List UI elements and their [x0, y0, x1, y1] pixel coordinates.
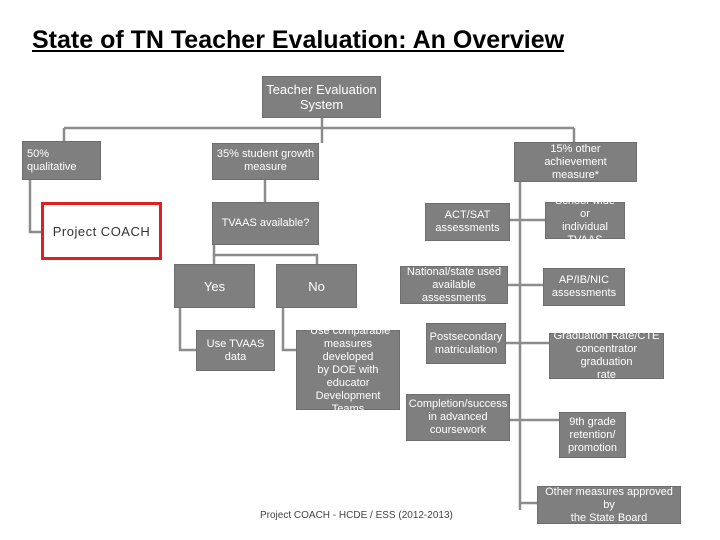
node-other-achievement: 15% other achievement measure*: [514, 142, 637, 182]
node-comparable-measures: *Use comparable measures developed by DOE with educator Development Teams: [296, 330, 400, 410]
node-ninth-grade: 9th grade retention/ promotion: [559, 412, 626, 458]
node-postsecondary: Postsecondary matriculation: [426, 323, 506, 364]
node-student-growth: 35% student growth measure: [212, 143, 319, 180]
connector-comparable: [283, 308, 296, 350]
node-graduation-rate: Graduation Rate/CTE concentrator graduation rate: [549, 333, 664, 379]
node-project-coach: Project COACH: [41, 202, 162, 260]
node-tvaas-available: TVAAS available?: [212, 202, 319, 245]
connector-use-tvaas: [180, 308, 196, 350]
node-qualitative: 50% qualitative: [22, 141, 101, 180]
page-title: State of TN Teacher Evaluation: An Overview: [32, 26, 565, 54]
connector-tvaas-bus: [214, 245, 317, 264]
footer-credit: Project COACH - HCDE / ESS (2012-2013): [260, 510, 453, 521]
node-national-state: National/state used available assessments: [400, 266, 508, 304]
node-teacher-evaluation-system: Teacher Evaluation System: [262, 76, 381, 118]
node-school-wide-tvaas: School-wide or individual TVAAS: [545, 202, 625, 239]
node-other-measures-board: Other measures approved by the State Board: [537, 486, 681, 524]
node-ap-ib-nic: AP/IB/NIC assessments: [543, 268, 625, 306]
connector-coach: [30, 180, 41, 232]
node-yes: Yes: [174, 264, 255, 308]
node-act-sat: ACT/SAT assessments: [425, 203, 510, 241]
node-completion-success: Completion/success in advanced coursework: [406, 394, 510, 441]
node-use-tvaas-data: Use TVAAS data: [196, 330, 275, 371]
node-no: No: [276, 264, 357, 308]
